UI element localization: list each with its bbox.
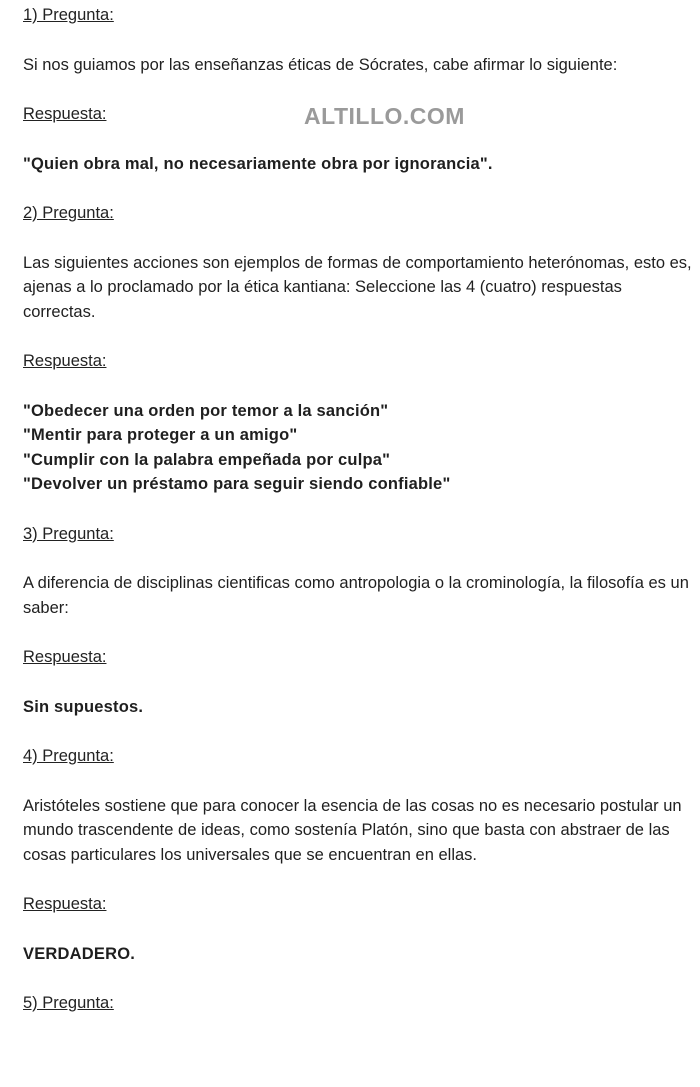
answer-2-line-3: "Cumplir con la palabra empeñada por culpa" [23,450,391,469]
question-4-label: 4) Pregunta: [23,747,114,765]
answer-1-label: Respuesta: [23,105,107,123]
answer-2 [23,399,693,497]
question-1-text: Si nos guiamos por las enseñanzas éticas de Sócrates, cabe afirmar lo siguiente: [23,55,618,74]
question-2-text: Las siguientes acciones son ejemplos de formas de comportamiento heterónomas, esto es, ajenas a lo proclamado por la ética kantiana: Seleccione las 4 (cuatro) respuestas correctas. [23,253,692,321]
answer-4-label: Respuesta: [23,895,107,913]
document [23,3,693,1041]
question-4-text: Aristóteles sostiene que para conocer la esencia de las cosas no es necesario postular un mundo trascendente de ideas, como sostenía Platón, sino que basta con abstraer de las cosas particulares los universales que se encuentran en ellas. [23,796,682,864]
question-3-text: A diferencia de disciplinas cientificas como antropologia o la crominología, la filosofía es un saber: [23,574,689,617]
answer-1-line-1: "Quien obra mal, no necesariamente obra por ignorancia". [23,154,493,173]
answer-4-line-1: VERDADERO. [23,944,136,963]
answer-2-line-1: "Obedecer una orden por temor a la sanción" [23,401,389,420]
answer-3-line-1: Sin supuestos. [23,697,144,716]
question-3-label: 3) Pregunta: [23,524,114,543]
question-5-label: 5) Pregunta: [23,994,114,1012]
answer-2-line-2: "Mentir para proteger a un amigo" [23,426,298,444]
answer-3 [23,695,693,720]
answer-3-label: Respuesta: [23,648,107,666]
watermark-logo: ALTILLO.COM [304,103,465,129]
answer-4 [23,942,693,967]
answer-2-label: Respuesta: [23,352,107,370]
question-1-label: 1) Pregunta: [23,6,114,24]
question-2-label: 2) Pregunta: [23,204,114,222]
answer-2-line-4: "Devolver un préstamo para seguir siendo confiable" [23,475,451,493]
answer-1 [23,152,693,177]
